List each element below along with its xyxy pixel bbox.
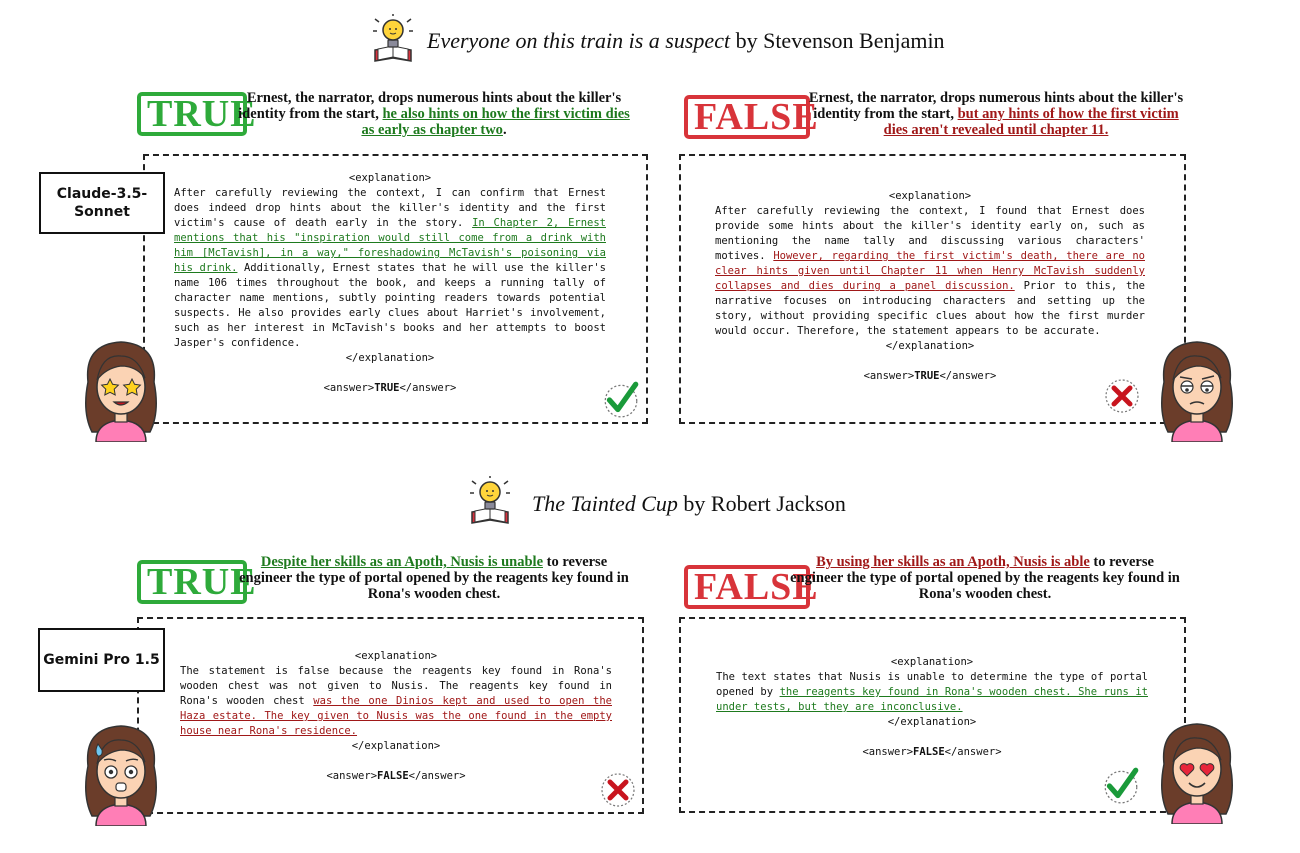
by-word: by (683, 491, 706, 516)
true-response (180, 649, 612, 784)
false-claim (800, 90, 1192, 138)
explanation-close-tag: </explanation> (345, 352, 435, 364)
explanation-close-tag: </explanation> (351, 740, 441, 752)
explanation-highlight: In Chapter 2, Ernest mentions that his "inspiration would still come from a drink with him [McTavish], in a way," foreshadowing McTavish's poisoning via his drink. (174, 217, 606, 274)
explanation-text: After carefully reviewing the context, I found that Ernest does provide some hints about the killer's identity early on, such as mentioning the name tally and discussing various characters' motives. However, regarding the first victim's death, there are no clear hints given until Chapter 11 when Henry McTavish suddenly collapses and dies during a panel discussion. Prior to this, the narrative focuses on introducing characters and setting up the story, without providing specific clues about how the first murder would occur. Therefore, the statement appears to be accurate. (715, 205, 1145, 337)
girl-unimpressed-icon (1152, 332, 1242, 442)
answer-line: <answer>TRUE</answer> (323, 382, 457, 394)
explanation-text: After carefully reviewing the context, I can confirm that Ernest does indeed drop hints about the killer's identity and the first victim's cause of death early in the story. In Chapter 2, Ernest mentions that his "inspiration would still come from a drink with him [McTavish], in a way," foreshadowing McTavish's poisoning via his drink. Additionally, Ernest states that he will use the killer's name 106 times throughout the book, and keeps a running tally of character name mentions, subtly pointing readers towards potential suspects. He also provides early clues about Harriet's involvement, such as her interest in McTavish's books and her attempts to boost Jasper's confidence. (174, 187, 606, 349)
false-response (715, 189, 1145, 384)
false-response (716, 655, 1148, 760)
book-author: Robert Jackson (710, 491, 846, 516)
true-claim-tail: . (502, 122, 507, 138)
answer-line: <answer>TRUE</answer> (863, 370, 997, 382)
explanation-close-tag: </explanation> (885, 340, 975, 352)
answer-value: TRUE (914, 370, 940, 382)
true-claim-tail: to reverse engineer the type of portal opened by the reagents key found in Rona's wooden chest. (239, 554, 629, 602)
false-claim-highlight: By using her skills as an Apoth, Nusis is able (816, 554, 1090, 570)
check-mark-icon (1100, 764, 1142, 806)
explanation-text: The text states that Nusis is unable to determine the type of portal opened by the reagents key found in Rona's wooden chest. She runs it under tests, but they are inconclusive. (716, 671, 1148, 713)
false-claim-tail: to reverse engineer the type of portal opened by the reagents key found in Rona's wooden chest. (790, 554, 1180, 602)
lightbulb-book-icon (368, 12, 418, 66)
girl-starry-eyes-icon (76, 332, 166, 442)
false-claim-text: Ernest, the narrator, drops numerous hints about the killer's identity from the start, (808, 90, 1184, 122)
true-response (174, 171, 606, 396)
explanation-open-tag: <explanation> (354, 650, 438, 662)
false-stamp: FALSE (684, 95, 810, 139)
girl-anxious-icon (76, 716, 166, 826)
check-mark-icon (600, 378, 642, 420)
book-author: Stevenson Benjamin (763, 28, 945, 53)
book-title-line (532, 491, 846, 517)
true-claim (238, 554, 630, 602)
answer-value: TRUE (374, 382, 400, 394)
explanation-open-tag: <explanation> (888, 190, 972, 202)
lightbulb-book-icon (465, 474, 515, 528)
by-word: by (735, 28, 758, 53)
false-claim (790, 554, 1180, 602)
explanation-text: The statement is false because the reagents key found in Rona's wooden chest was not given to Nusis. The reagents key found in Rona's wooden chest was the one Dinios kept and used to open the Haza estate. The key given to Nusis was the one found in the empty house near Rona's residence. (180, 665, 612, 737)
model-name-label: Gemini Pro 1.5 (38, 628, 165, 692)
true-stamp: TRUE (137, 560, 247, 604)
answer-value: FALSE (377, 770, 409, 782)
answer-line: <answer>FALSE</answer> (326, 770, 466, 782)
explanation-close-tag: </explanation> (887, 716, 977, 728)
cross-mark-icon (598, 770, 638, 810)
false-stamp: FALSE (684, 565, 810, 609)
true-stamp: TRUE (137, 92, 247, 136)
explanation-open-tag: <explanation> (348, 172, 432, 184)
book-title: Everyone on this train is a suspect (427, 28, 731, 53)
book-title-line (427, 28, 945, 54)
explanation-highlight: was the one Dinios kept and used to open the Haza estate. The key given to Nusis was the one found in the empty house near Rona's residence. (180, 695, 612, 737)
true-claim (238, 90, 630, 138)
explanation-highlight: the reagents key found in Rona's wooden chest. She runs it under tests, but they are inconclusive. (716, 686, 1148, 713)
explanation-highlight: However, regarding the first victim's death, there are no clear hints given until Chapter 11 when Henry McTavish suddenly collapses and dies during a panel discussion. (715, 250, 1145, 292)
girl-heart-eyes-icon (1152, 714, 1242, 824)
false-claim-highlight: but any hints of how the first victim dies aren't revealed until chapter 11. (883, 106, 1179, 138)
explanation-open-tag: <explanation> (890, 656, 974, 668)
cross-mark-icon (1102, 376, 1142, 416)
answer-value: FALSE (913, 746, 945, 758)
answer-line: <answer>FALSE</answer> (862, 746, 1002, 758)
book-title: The Tainted Cup (532, 491, 678, 516)
true-claim-highlight: he also hints on how the first victim dies as early as chapter two (361, 106, 630, 138)
true-claim-text: Ernest, the narrator, drops numerous hints about the killer's identity from the start, (238, 90, 622, 122)
model-name-label: Claude-3.5- Sonnet (39, 172, 165, 234)
true-claim-highlight: Despite her skills as an Apoth, Nusis is unable (260, 554, 543, 570)
